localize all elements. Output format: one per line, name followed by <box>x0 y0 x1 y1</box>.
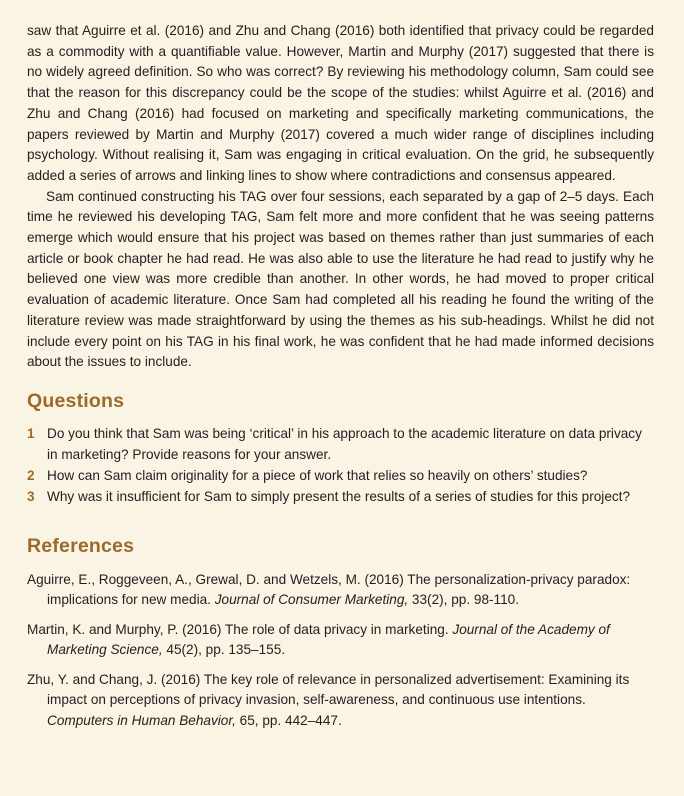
question-number: 2 <box>27 467 35 483</box>
question-number: 1 <box>27 425 35 441</box>
reference-entry <box>27 570 654 611</box>
reference-details: 65, pp. 442–447. <box>235 712 342 728</box>
reference-journal: Journal of Consumer Marketing, <box>214 592 409 608</box>
question-text: How can Sam claim originality for a piece of work that relies so heavily on others’ studies? <box>47 467 588 483</box>
reference-text: Aguirre, E., Roggeveen, A., Grewal, D. and Wetzels, M. (2016) The personalization-privacy paradox: implications for new media. <box>27 571 631 608</box>
question-item <box>27 465 654 486</box>
reference-journal: Journal of the Academy of Marketing Science, <box>47 621 610 658</box>
reference-details: 45(2), pp. 135–155. <box>162 642 286 658</box>
question-number: 3 <box>27 488 35 504</box>
body-paragraph-2: Sam continued constructing his TAG over four sessions, each separated by a gap of 2–5 days. Each time he reviewed his developing TAG, Sam felt more and more confident that he was seeing patterns emerge which would ensure that his project was based on themes rather than just summaries of each article or book chapter he had read. He was also able to use the literature he had read to justify why he believed one view was more credible than another. In other words, he had moved to proper critical evaluation of academic literature. Once Sam had completed all his reading he found the writing of the literature review was made straightforward by using the themes as his sub-headings. Whilst he did not include every point on his TAG in his final work, he was confident that he had made informed decisions about the issues to include. <box>27 188 654 370</box>
reference-entry <box>27 670 654 732</box>
question-item <box>27 423 654 465</box>
question-text: Do you think that Sam was being ‘critical’ in his approach to the academic literature on data privacy in marketing? Provide reasons for your answer. <box>47 425 642 462</box>
body-paragraph-1: saw that Aguirre et al. (2016) and Zhu and Chang (2016) both identified that privacy could be regarded as a commodity with a quantifiable value. However, Martin and Murphy (2017) suggested that there is no widely agreed definition. So who was correct? By reviewing his methodology column, Sam could see that the reason for this discrepancy could be the scope of the studies: whilst Aguirre et al. (2016) and Zhu and Chang (2016) had focused on marketing and specifically marketing communications, the papers reviewed by Martin and Murphy (2017) covered a much wider range of disciplines including psychology. Without realising it, Sam was engaging in critical evaluation. On the grid, he subsequently added a series of arrows and linking lines to show where contradictions and consensus appeared. <box>27 23 654 183</box>
questions-heading: Questions <box>27 389 125 412</box>
question-text: Why was it insufficient for Sam to simply present the results of a series of studies for this project? <box>47 488 631 504</box>
references-heading: References <box>27 534 135 557</box>
reference-entry <box>27 620 654 661</box>
reference-text: Martin, K. and Murphy, P. (2016) The role of data privacy in marketing. <box>27 621 453 637</box>
reference-journal: Computers in Human Behavior, <box>47 712 236 728</box>
questions-list <box>27 423 654 507</box>
references-list <box>27 570 654 732</box>
reference-text: Zhu, Y. and Chang, J. (2016) The key role of relevance in personalized advertisement: Examining its impact on perceptions of privacy invasion, self-awareness, and continuous use intentions. <box>27 671 630 708</box>
question-item <box>27 486 654 507</box>
reference-details: 33(2), pp. 98-110. <box>408 592 519 608</box>
